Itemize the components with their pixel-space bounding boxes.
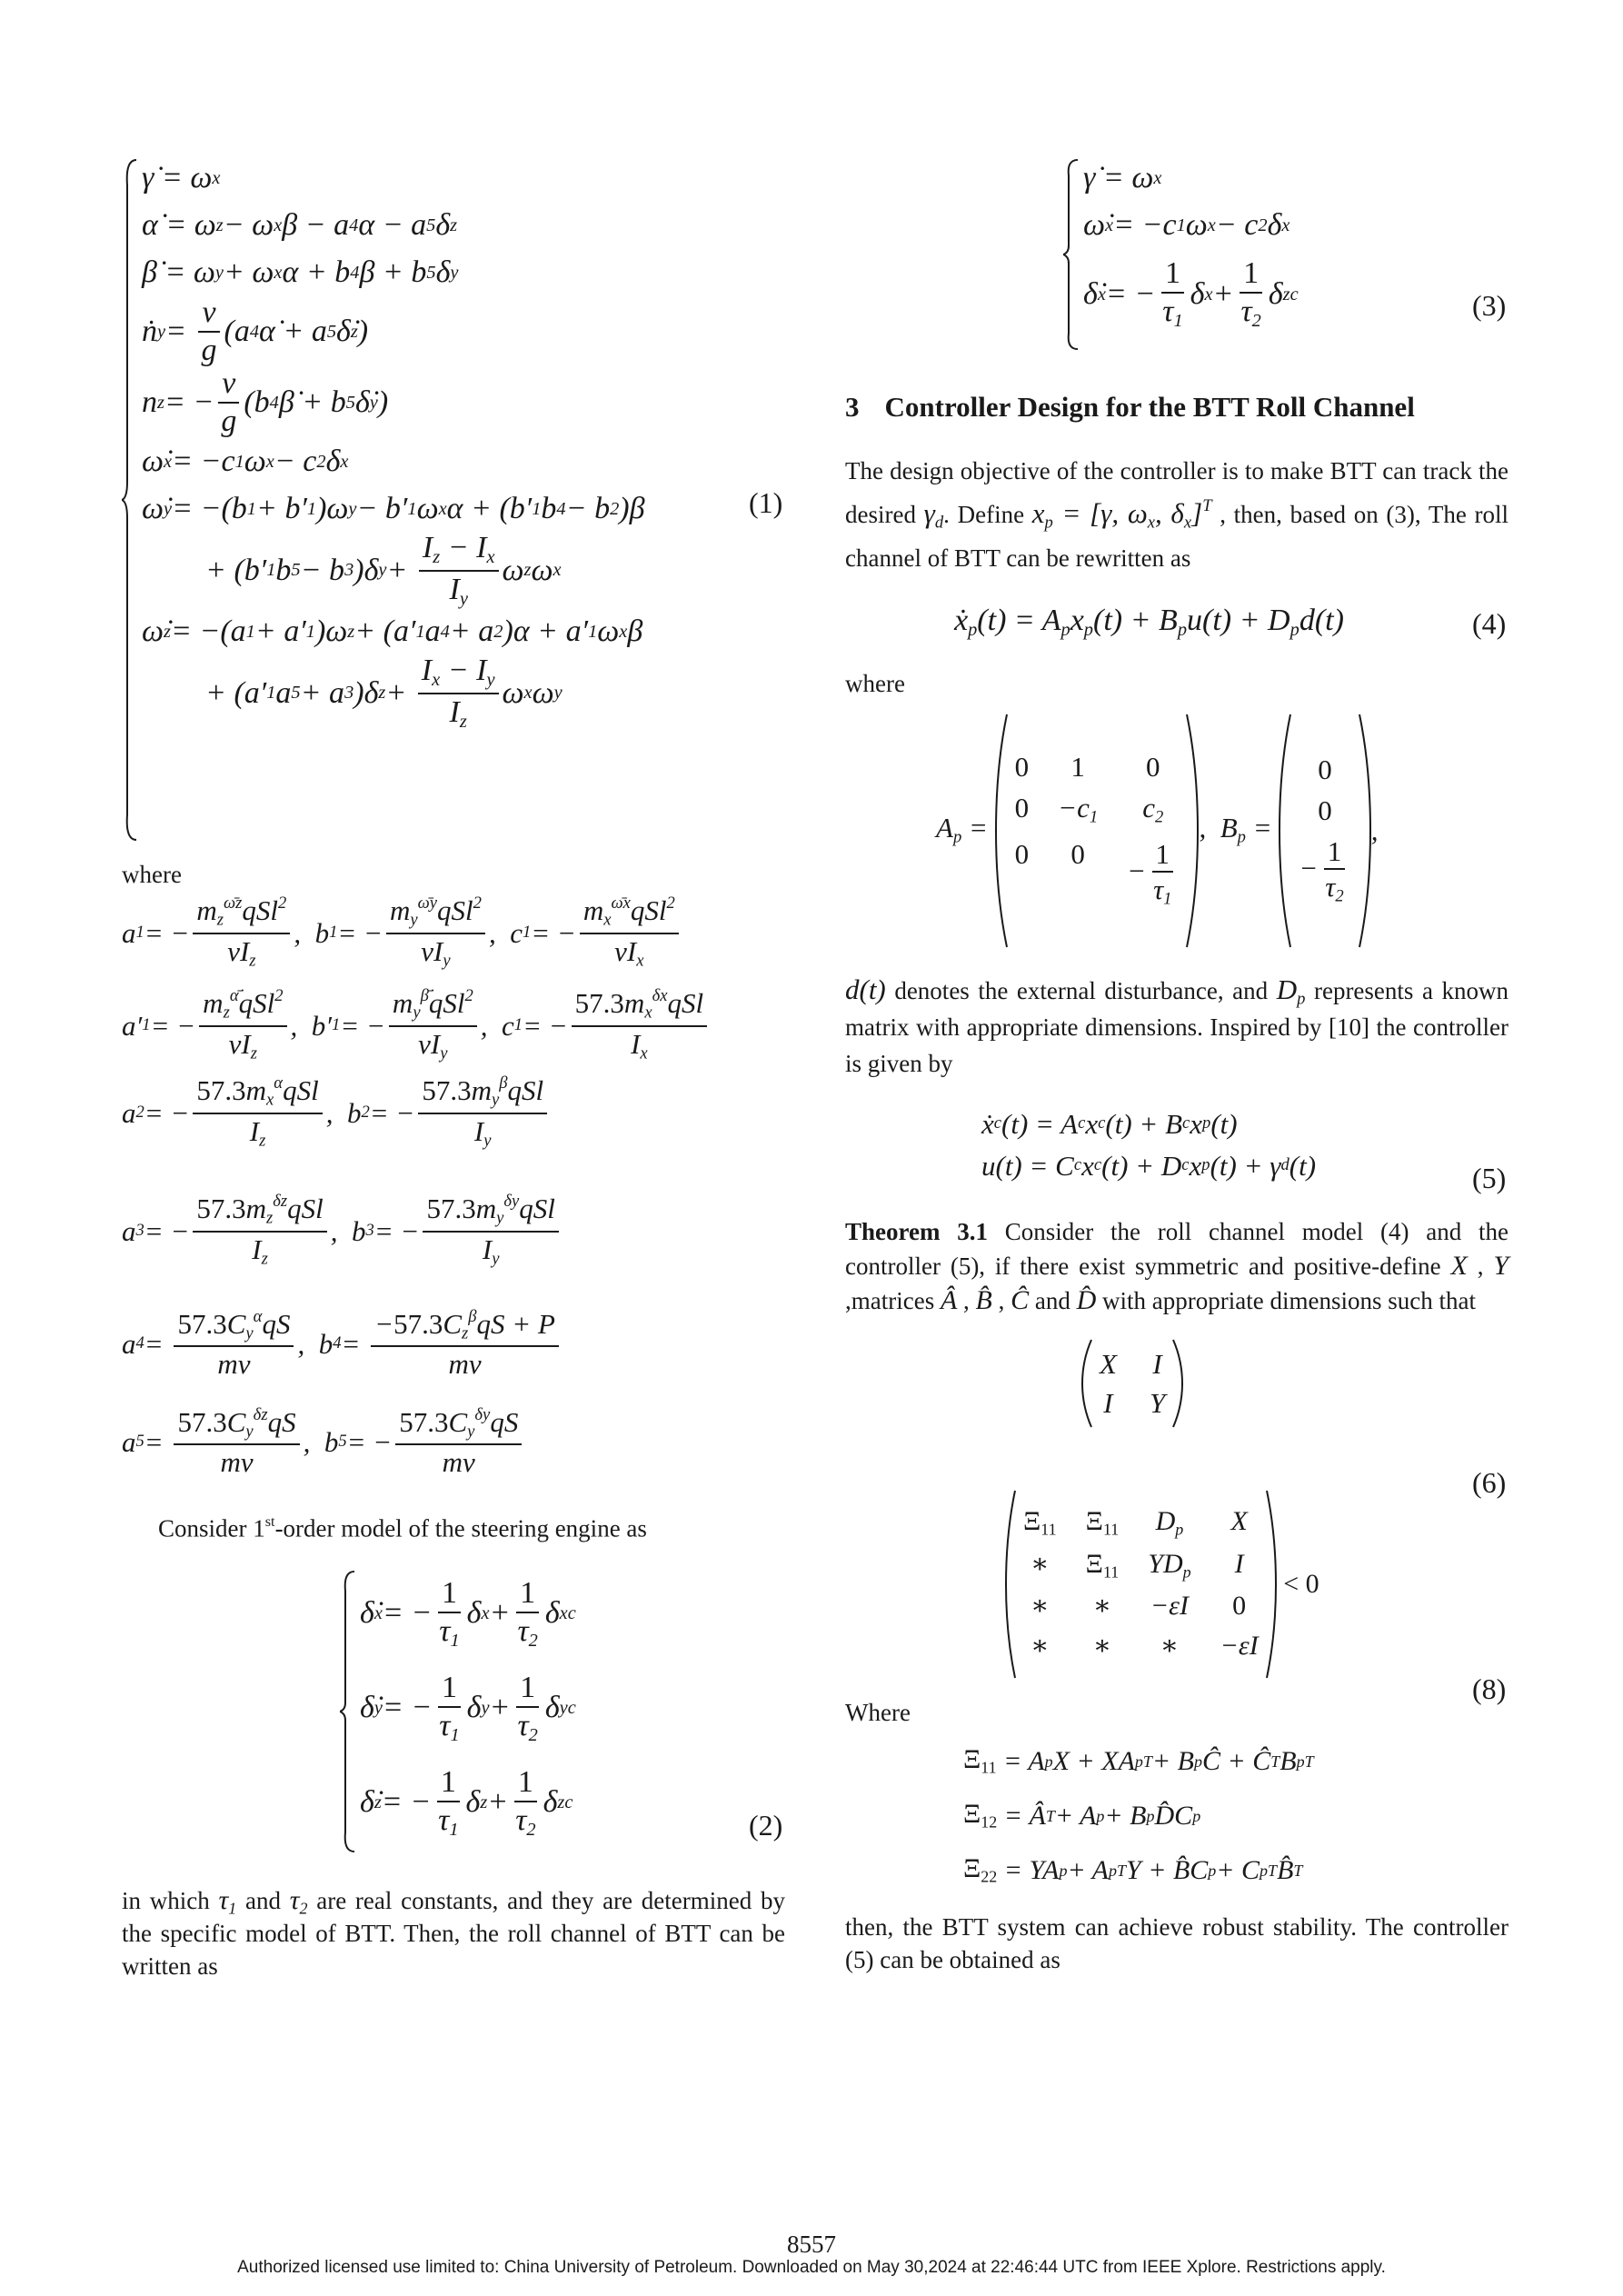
left-brace [122,158,138,842]
equation-4: ẋ$_p$(t) = $A_px_p(t) + B_pu(t) + D_pd(t)$ [954,604,1344,641]
eq1-line-3: β̇ = ω y + ω x α + b 4 β + b 5 δ y [142,255,459,289]
left-column [122,155,821,1982]
where-label-1: where [122,861,182,888]
section-title: Controller Design for the BTT Roll Channel [884,391,1415,423]
coef-row-5: a 4 = $\frac{57.3C_y^\alpha qS}{mv}$ , b 4 = $\frac{-57.3C_z^\beta qS + P}{mv}$ [122,1300,821,1387]
eq1-line-7: ω̇ y = −(b 1 + b′ 1 )ω y − b′ 1 ω x α + (b′ 1 b 4 − b 2 )β [142,492,645,525]
lmi-matrix: $\Xi_{11}$ $\Xi_{11}$ $D_p$ X ∗ $\Xi_{11}$ $YD_p$ I ∗ ∗ −εI 0 ∗ ∗ ∗ −εI [1005,1489,1277,1680]
xi-definitions [845,1734,1508,1898]
equation-number-6: (6) [1472,1466,1507,1499]
equation-6 [845,1338,1508,1429]
eq1-line-10: + (a′ 1 a 5 + a 3 )δ z + $\frac{I_x - I_y}{I_z}$ ω x ω y [205,654,563,732]
left-brace [340,1570,356,1853]
equation-8: $\Xi_{11}$ $\Xi_{11}$ $D_p$ X ∗ $\Xi_{11}$ $YD_p$ I ∗ ∗ −εI 0 ∗ ∗ ∗ −εI < 0 [845,1489,1508,1680]
eq2-line-1: δ̇ x = − $\frac{1}{\tau_1}$ δ x + $\frac{1}{\tau_2}$ δ xc [360,1575,576,1651]
eq1-line-9: ω̇ z = −(a 1 + a′ 1 )ω z + (a′ 1 a 4 + a 2 )α + a′ 1 ω x β [142,614,643,649]
eq5-line-1: ẋ c (t) = A c x c (t) + B c x p (t) [981,1108,1238,1141]
eq3-line-2: ω̇ x = −c 1 ω x − c 2 δ x [1083,208,1290,242]
engine-intro: Consider 1st-order model of the steering engine as [158,1513,647,1542]
right-column [845,155,1508,1976]
eq1-line-1: γ̇ = ω x [142,161,221,195]
where-label-3: Where [845,1698,911,1726]
coef-row-2: a′ 1 = − $\frac{m_z^{\alphǡ}qSl^2}{vI_z}$ , b′ 1 = − $\frac{m_y^{\betǡ}qSl^2}{vI_y}$ , c 1 = − $\frac{57.3m_x^{\delta x}qSl}{I_x}$ [122,982,821,1069]
eq1-line-8: + (b′ 1 b 5 − b 3 )δ y + $\frac{I_z - I_x}{I_y}$ ω z ω x [205,531,562,609]
eq1-line-6: ω̇ x = −c 1 ω x − c 2 δ x [142,444,349,478]
license-footer: Authorized licensed use limited to: China University of Petroleum. Downloaded on May 30,2024 at 22:46:44 UTC from IEEE Xplore. Restrictions apply. [237,2258,1386,2277]
left-brace [1063,158,1080,351]
equation-2-system [340,1566,687,1857]
equation-number-1: (1) [749,486,783,519]
equation-number-5: (5) [1472,1162,1507,1194]
eq1-line-2: α̇ = ω z − ω x β − a 4 α − a 5 δ z [142,208,458,242]
equation-number-4: (4) [1472,607,1507,640]
equation-number-3: (3) [1472,289,1507,322]
xi-11-definition: $\Xi_{11}$ = A p X + XA p T + B p Ĉ + Ĉ T B p T [963,1744,1314,1777]
equation-3-system [1063,155,1410,354]
theorem-paragraph: Theorem 3.1 Consider the roll channel model (4) and the controller (5), if there exist symmetric and positive-define X , Y ,matrices Â , B̂ , Ĉ and D̂ with appropriate dimensions such that [845,1217,1509,1315]
xi-22-definition: $\Xi_{22}$ = YA p + A p T Y + B̂C p + C p T B̂ T [963,1853,1303,1886]
eq3-line-3: δ̇ x = − $\frac{1}{\tau_1}$ δ x + $\frac{1}{\tau_2}$ δ zc [1083,256,1299,332]
coef-row-4: a 3 = − $\frac{57.3m_z^{\delta z}qSl}{I_z}$ , b 3 = − $\frac{57.3m_y^{\delta y}qSl}{I_y}$ [122,1187,821,1274]
section-number: 3 [845,391,860,423]
equation-number-2: (2) [749,1809,783,1842]
matrix-definitions: $A_p$ = 0 1 0 0 $-c_1$ $c_2$ 0 0 − $\frac{1}{\tau_1}$ , $B_p$ = 0 0 − $\frac{1}{\tau_2}$ , [845,713,1508,949]
final-paragraph: then, the BTT system can achieve robust stability. The controller (5) can be obtained as [845,1912,1508,1973]
design-objective-paragraph: The design objective of the controller is to make BTT can track the desired $\gamma_d$. Define $x_p = [\gamma$, $\omega_x$, $\delta_x]^T$ , then, based on (3), The roll channel of BTT can be rewritten as [845,457,1508,572]
where-label-2: where [845,669,905,697]
coef-row-3: a 2 = − $\frac{57.3m_x^\alpha qSl}{I_z}$ , b 2 = − $\frac{57.3m_y^\beta qSl}{I_y}$ [122,1069,821,1156]
matrix-Bp: 0 0 − $\frac{1}{\tau_2}$ [1279,713,1370,949]
eq3-line-1: γ̇ = ω x [1083,161,1162,195]
eq1-line-4: ṅ y = $\frac{v}{g}$ (a 4 α̇ + a 5 δ̇ z ) [142,295,369,367]
equation-1-system [122,155,821,845]
matrix-Ap: 0 1 0 0 $-c_1$ $c_2$ 0 0 − $\frac{1}{\tau_1}$ [995,713,1200,949]
coef-row-1: a 1 = − $\frac{m_z^{\omegāz}qSl^2}{vI_z}$ , b 1 = − $\frac{m_y^{\omegāy}qSl^2}{vI_y}$ , c 1 = − $\frac{m_x^{\omegāx}qSl^2}{vI_x}$ [122,891,821,974]
section-heading [845,391,1508,424]
equation-5 [845,1103,1508,1187]
constants-paragraph: in which $\tau_1$ and $\tau_2$ are real constants, and they are determined by the specific model of BTT. Then, the roll channel of BTT can be written as [122,1885,785,1981]
eq5-line-2: u(t) = C c x c (t) + D c x p (t) + γ d (t) [981,1150,1317,1183]
coefficient-definitions [122,891,821,1485]
equation-number-8: (8) [1472,1672,1507,1705]
disturbance-paragraph: d(t) denotes the external disturbance, and $D_p$ represents a known matrix with appropriate dimensions. Inspired by [10] the controller is given by [845,973,1509,1077]
eq1-line-5: n z = − $\frac{v}{g}$ (b 4 β̇ + b 5 δ̇ y ) [142,366,389,438]
eq2-line-2: δ̇ y = − $\frac{1}{\tau_1}$ δ y + $\frac{1}{\tau_2}$ δ yc [360,1670,576,1745]
matrix-XIIY: X I I Y [1081,1338,1183,1429]
xi-12-definition: $\Xi_{12}$ = Â T + A p + B p D̂C p [963,1799,1201,1832]
coef-row-6: a 5 = $\frac{57.3C_y^{\delta z}qS}{mv}$ , b 5 = − $\frac{57.3C_y^{\delta y}qS}{mv}$ [122,1398,821,1485]
page-number: 8557 [787,2231,836,2258]
eq2-line-3: δ̇ z = − $\frac{1}{\tau_1}$ δ z + $\frac{1}{\tau_2}$ δ zc [360,1764,573,1840]
